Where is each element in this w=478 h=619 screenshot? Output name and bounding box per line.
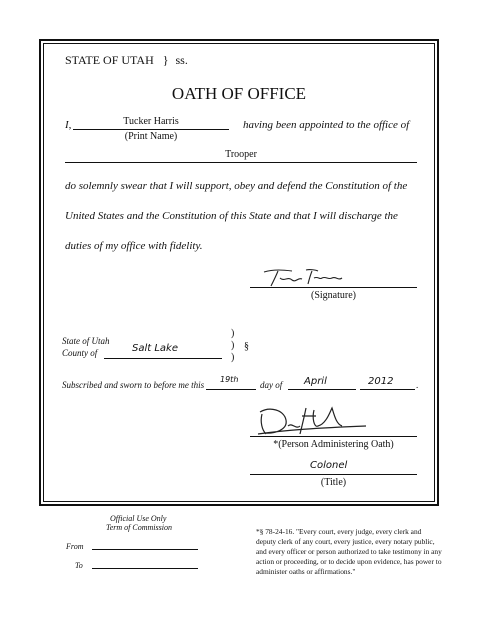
official-use-label: Official Use Only bbox=[110, 514, 167, 523]
day-line bbox=[206, 389, 256, 390]
state-heading-text: STATE OF UTAH bbox=[65, 53, 154, 67]
paren-2: ) bbox=[231, 340, 235, 351]
state-of-utah-label: State of Utah bbox=[62, 336, 110, 346]
oath-line-3: duties of my office with fidelity. bbox=[65, 240, 203, 252]
to-line bbox=[92, 568, 198, 569]
title-value: Colonel bbox=[310, 460, 348, 471]
name-value: Tucker Harris bbox=[123, 116, 179, 127]
print-name-label: (Print Name) bbox=[124, 131, 178, 142]
page-title: OATH OF OFFICE bbox=[171, 84, 307, 103]
from-line bbox=[92, 549, 198, 550]
section-symbol: § bbox=[244, 341, 249, 352]
statute-text: *§ 78-24-16. "Every court, every judge, every clerk and deputy clerk of any court, every justice, every notary public, and every officer or person authorized to take testimony in any action or proceeding, or to decide upon evidence, has power to administer oaths or affirmations." bbox=[256, 527, 442, 576]
state-heading bbox=[65, 53, 188, 68]
oath-line-1: do solemnly swear that I will support, obey and defend the Constitution of the bbox=[65, 180, 408, 192]
handwritten-signature bbox=[262, 266, 352, 293]
administrator-label: *(Person Administering Oath) bbox=[273, 439, 394, 450]
appointed-text: having been appointed to the office of bbox=[243, 119, 410, 131]
year-value: 2012 bbox=[368, 376, 394, 387]
county-label: County of bbox=[62, 348, 98, 358]
paren-1: ) bbox=[231, 328, 235, 339]
office-line bbox=[65, 162, 417, 163]
county-line bbox=[104, 358, 222, 359]
name-line bbox=[73, 129, 229, 130]
signature-label: (Signature) bbox=[311, 290, 356, 301]
month-value: April bbox=[304, 376, 327, 387]
term-label: Term of Commission bbox=[106, 523, 172, 532]
administrator-signature bbox=[256, 404, 376, 443]
oath-line-2: United States and the Constitution of this State and that I will discharge the bbox=[65, 210, 398, 222]
year-line bbox=[360, 389, 415, 390]
to-label: To bbox=[75, 561, 83, 570]
office-value: Trooper bbox=[225, 149, 257, 160]
paren-3: ) bbox=[231, 352, 235, 363]
day-of-label: day of bbox=[260, 380, 283, 390]
signature-line bbox=[250, 287, 417, 288]
county-value: Salt Lake bbox=[132, 343, 178, 354]
from-label: From bbox=[66, 542, 84, 551]
month-line bbox=[288, 389, 356, 390]
ss-label: ss. bbox=[175, 53, 188, 67]
sworn-text: Subscribed and sworn to before me this bbox=[62, 380, 205, 390]
day-value: 19th bbox=[220, 375, 239, 384]
title-label: (Title) bbox=[320, 477, 347, 488]
period: . bbox=[416, 380, 419, 390]
administrator-line bbox=[250, 436, 417, 437]
title-line bbox=[250, 474, 417, 475]
pronoun: I, bbox=[65, 119, 72, 131]
brace: } bbox=[162, 53, 169, 67]
